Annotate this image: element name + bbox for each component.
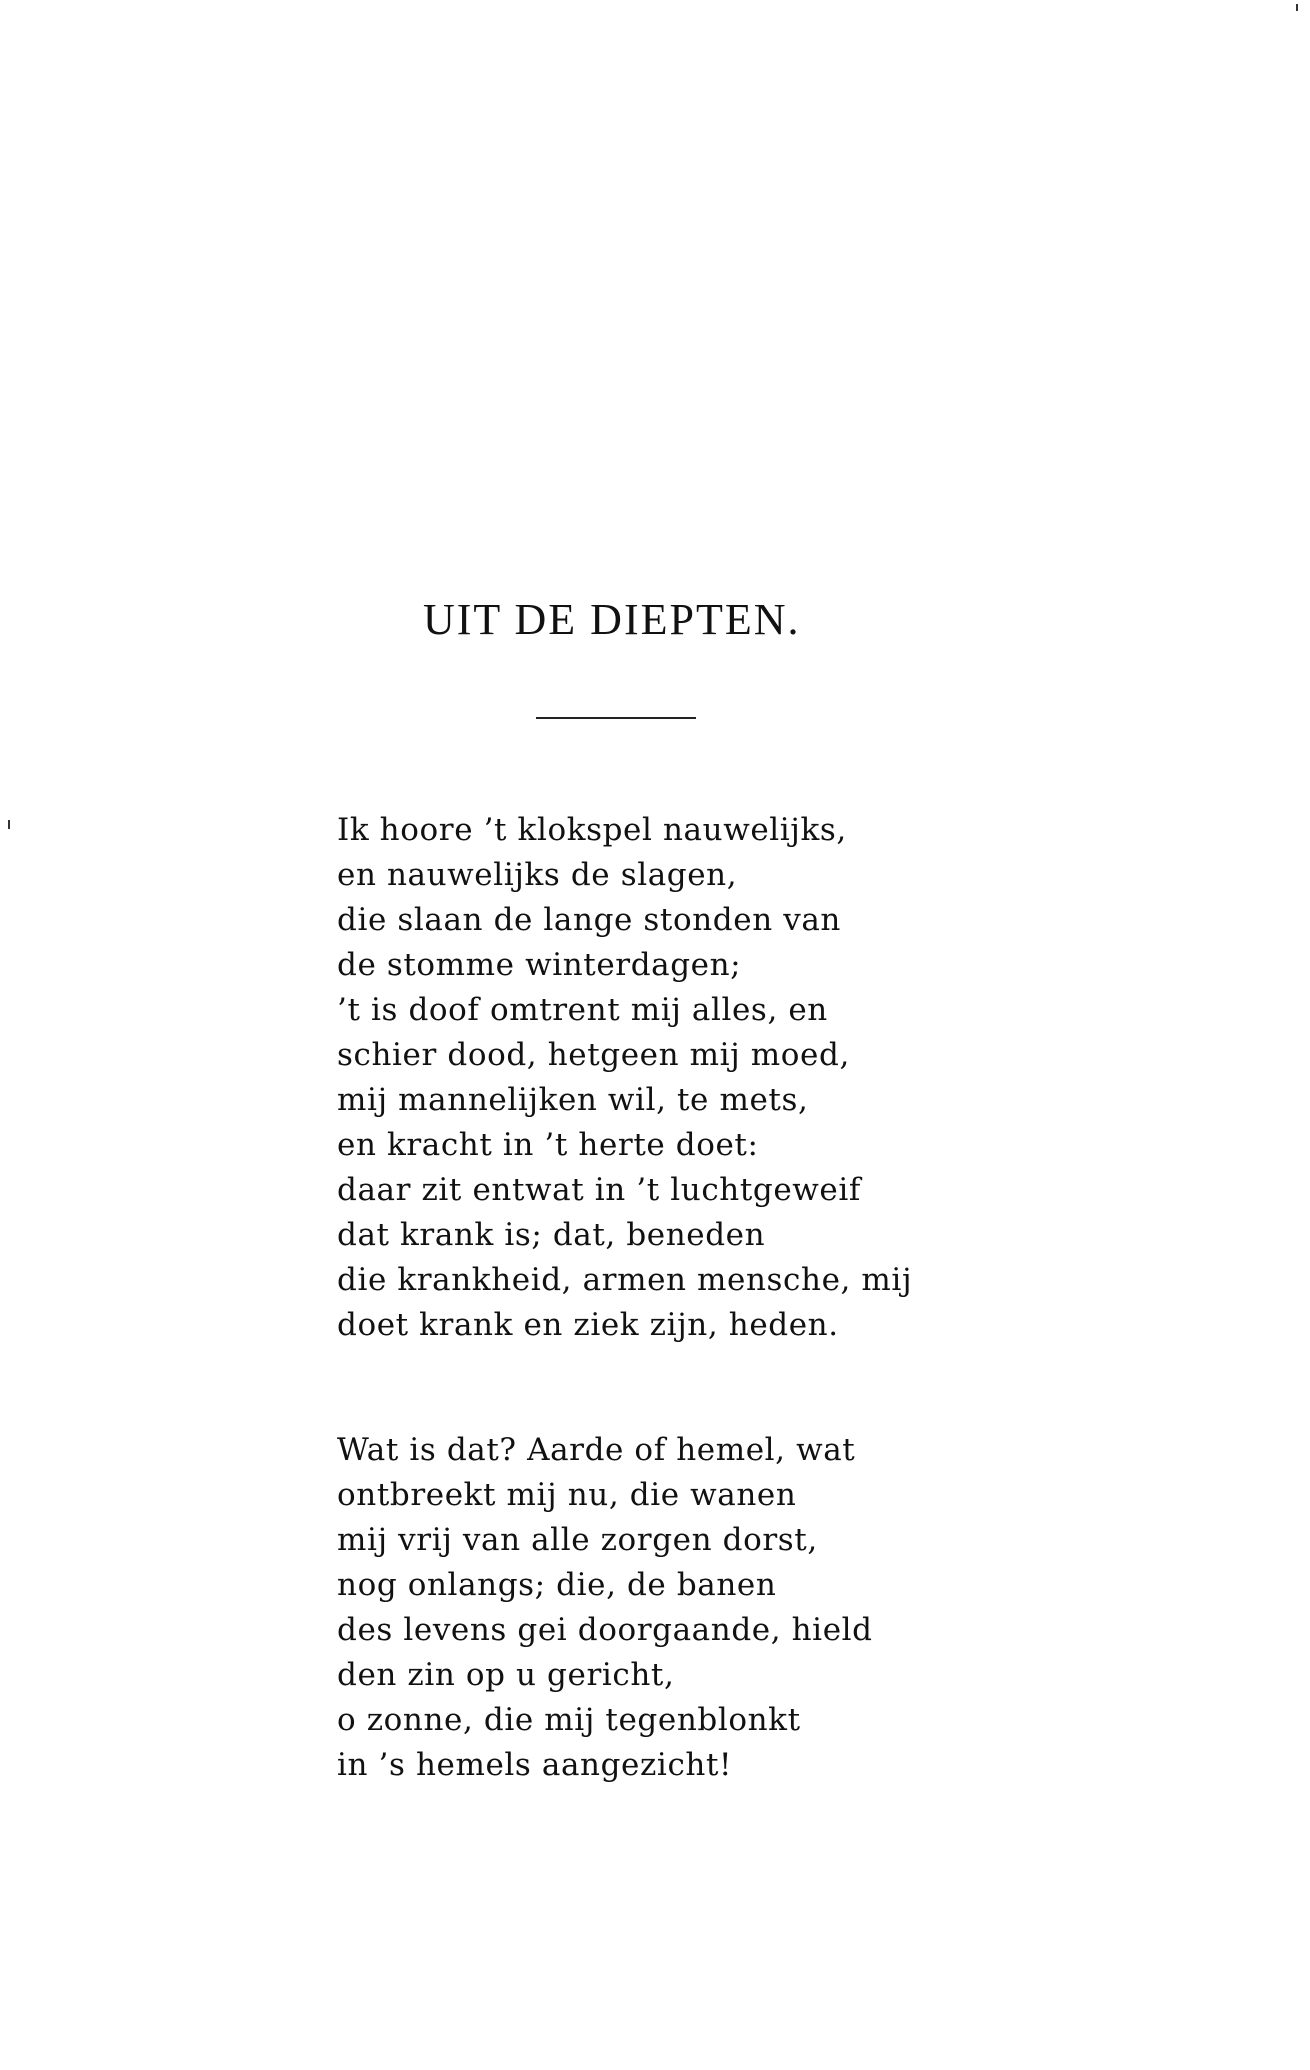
poem-line: daar zit entwat in ’t luchtgeweif (337, 1172, 861, 1208)
stanza-1 (337, 808, 912, 1348)
poem-line: des levens gei doorgaande, hield (337, 1612, 873, 1648)
scan-speck (1296, 4, 1298, 11)
scan-speck (8, 820, 10, 829)
poem-line: die slaan de lange stonden van (337, 902, 841, 938)
poem-line: Ik hoore ’t klokspel nauwelijks, (337, 812, 847, 848)
poem-line: doet krank en ziek zijn, heden. (337, 1307, 839, 1343)
stanza-2 (337, 1428, 873, 1788)
poem-line: Wat is dat? Aarde of hemel, wat (337, 1432, 856, 1468)
poem-line: mij mannelijken wil, te mets, (337, 1082, 809, 1118)
poem-line: en kracht in ’t herte doet: (337, 1127, 759, 1163)
poem-line: mij vrij van alle zorgen dorst, (337, 1522, 818, 1558)
title-divider (536, 717, 696, 719)
poem-line: dat krank is; dat, beneden (337, 1217, 766, 1253)
poem-line: o zonne, die mij tegenblonkt (337, 1702, 801, 1738)
poem-line: ’t is doof omtrent mij alles, en (337, 992, 828, 1028)
poem-line: in ’s hemels aangezicht! (337, 1747, 733, 1783)
poem-title: UIT DE DIEPTEN. (423, 595, 801, 644)
poem-line: die krankheid, armen mensche, mij (337, 1262, 913, 1298)
poem-line: en nauwelijks de slagen, (337, 857, 738, 893)
poem-line: de stomme winterdagen; (337, 947, 742, 983)
poem-line: den zin op u gericht, (337, 1657, 675, 1693)
poem-line: ontbreekt mij nu, die wanen (337, 1477, 797, 1513)
poem-line: nog onlangs; die, de banen (337, 1567, 777, 1603)
poem-line: schier dood, hetgeen mij moed, (337, 1037, 850, 1073)
